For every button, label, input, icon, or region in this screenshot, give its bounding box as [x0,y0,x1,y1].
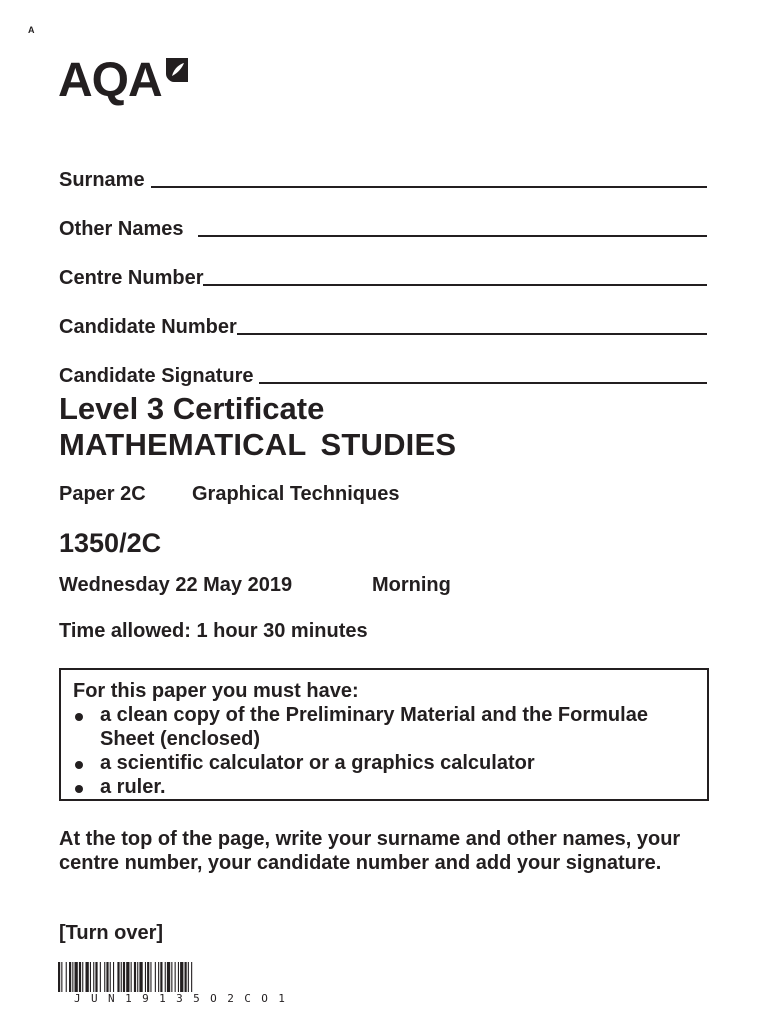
turn-over: [Turn over] [59,922,164,944]
barcode-bar [110,962,111,992]
candidate-signature-field[interactable] [59,339,707,388]
aqa-logo [58,55,190,111]
barcode-bar [86,962,89,992]
barcode-bar [69,962,71,992]
barcode [58,962,322,992]
barcode-bar [117,962,119,992]
other-names-label: Other Names [59,218,184,240]
candidate-number-line[interactable] [237,332,707,335]
surname-line[interactable] [151,185,707,188]
barcode-bar [100,962,101,992]
barcode-text: JUN19135O2CO1 [74,992,296,1005]
exam-date: Wednesday 22 May 2019 [59,574,293,596]
requirements-box [59,668,709,801]
barcode-bar [93,962,94,992]
candidate-number-field[interactable] [59,290,707,339]
barcode-bar [147,962,149,992]
time-allowed: Time allowed: 1 hour 30 minutes [59,620,368,642]
barcode-bar [75,962,78,992]
barcode-bar [134,962,136,992]
requirement-item: a ruler. [73,775,707,799]
barcode-bar [178,962,179,992]
candidate-fields [59,143,707,388]
other-names-line[interactable] [198,234,708,237]
barcode-bar [137,962,138,992]
barcode-bar [72,962,73,992]
barcode-bar [79,962,81,992]
requirement-item: a clean copy of the Preliminary Material and the Formulae Sheet (enclosed) [73,703,660,751]
barcode-bar [180,962,183,992]
corner-mark: A [28,25,35,35]
subject-title [59,427,456,463]
candidate-number-label: Candidate Number [59,316,237,338]
barcode-bar [171,962,172,992]
surname-field[interactable] [59,143,707,192]
barcode-bar [66,962,67,992]
barcode-bar [121,962,122,992]
exam-session: Morning [372,574,451,596]
requirements-list [73,703,707,799]
barcode-bar [160,962,162,992]
barcode-bar [139,962,142,992]
barcode-bar [175,962,176,992]
logo-text: AQA [58,54,162,107]
barcode-bar [90,962,91,992]
paper-info [59,483,399,506]
barcode-bar [113,962,114,992]
barcode-bar [106,962,108,992]
barcode-bar [58,962,60,992]
requirements-heading: For this paper you must have: [73,680,359,702]
barcode-bar [126,962,129,992]
subject-title-part2: STUDIES [320,427,457,462]
aqa-leaf-icon [164,56,190,90]
candidate-signature-label: Candidate Signature [59,365,254,387]
barcode-bar [123,962,125,992]
paper-code: Paper 2C [59,483,146,505]
barcode-bar [167,962,170,992]
candidate-signature-line[interactable] [259,381,707,384]
barcode-bar [188,962,189,992]
centre-number-field[interactable] [59,241,707,290]
surname-label: Surname [59,169,145,191]
barcode-bar [191,962,192,992]
barcode-bar [82,962,83,992]
barcode-bar [158,962,159,992]
paper-name: Graphical Techniques [192,483,400,505]
centre-number-label: Centre Number [59,267,204,289]
barcode-bar [104,962,105,992]
requirement-item: a scientific calculator or a graphics calculator [73,751,707,775]
other-names-field[interactable] [59,192,707,241]
session-info [59,574,451,597]
barcode-bar [150,962,151,992]
barcode-bar [61,962,62,992]
barcode-bar [165,962,166,992]
centre-number-line[interactable] [203,283,707,286]
spec-code: 1350/2C [59,528,162,558]
barcode-bar [145,962,146,992]
instructions-text: At the top of the page, write your surname and other names, your centre number, your candidate number and add your signature. [59,828,681,874]
qualification-title: Level 3 Certificate [59,391,325,426]
barcode-bar [185,962,187,992]
subject-title-part1: MATHEMATICAL [59,427,307,462]
barcode-bar [131,962,132,992]
barcode-bar [95,962,97,992]
barcode-bar [155,962,156,992]
